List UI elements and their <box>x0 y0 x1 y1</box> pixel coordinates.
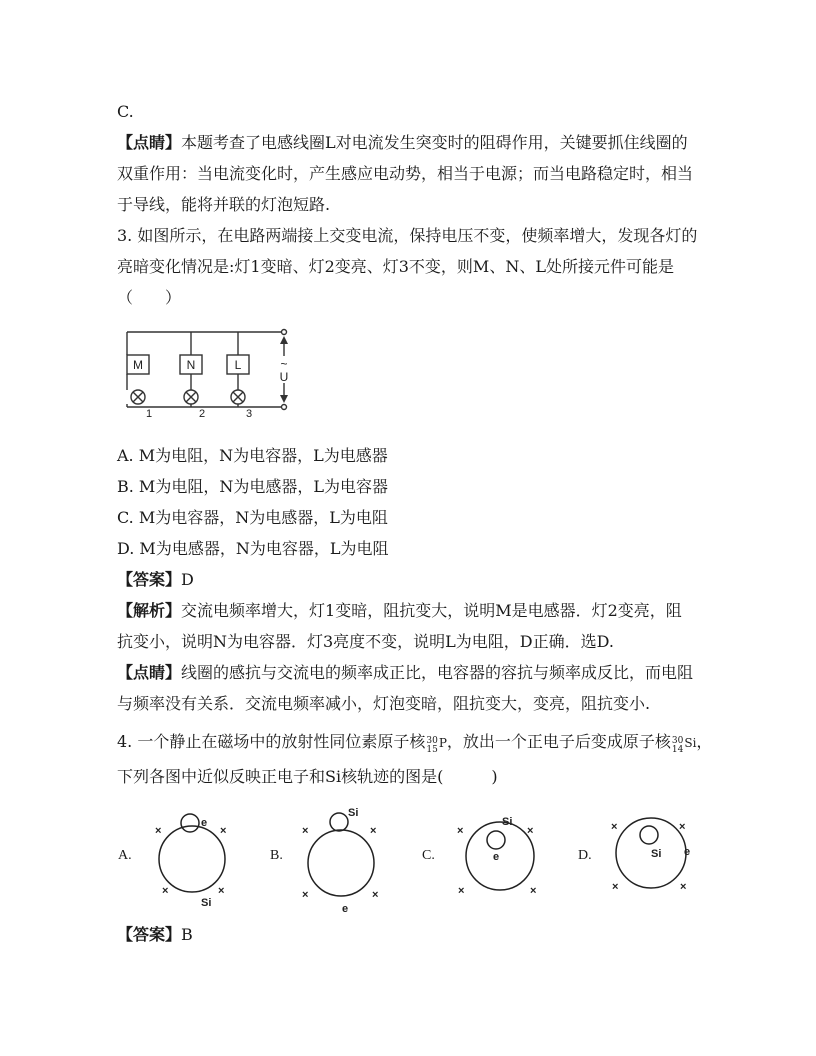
fig-a-cross: × <box>155 825 162 837</box>
q2-comment-line-2: 双重作用：当电流变化时，产生感应电动势，相当于电源；而当电路稳定时，相当 <box>117 164 694 183</box>
q3-stem-line-3: （ ） <box>117 288 182 307</box>
q4-stem-line-1 <box>117 731 712 755</box>
fig-b-small-orbit <box>330 813 348 831</box>
lamp-number-3: 3 <box>246 408 253 420</box>
q3-circuit-diagram <box>118 322 298 422</box>
fig-d-cross: × <box>612 881 619 893</box>
q2-comment-tag: 【点睛】 <box>117 133 182 152</box>
q4-option-label-d: D. <box>578 848 592 863</box>
q3-stem-line-2: 亮暗变化情况是:灯1变暗、灯2变亮、灯3不变，则M、N、L处所接元件可能是 <box>117 257 674 276</box>
q3-option-b: B. M为电阻，N为电感器，L为电容器 <box>117 477 388 496</box>
si-mass-number: 30 <box>671 736 684 746</box>
q4-trajectory-figures <box>0 800 816 920</box>
fig-a-e-label: e <box>201 817 208 829</box>
fig-b-large-orbit <box>308 830 374 896</box>
fig-c-small-orbit <box>487 831 505 849</box>
fig-d-cross: × <box>680 881 687 893</box>
fig-a-cross: × <box>162 885 169 897</box>
fig-b-cross: × <box>302 825 309 837</box>
q4-option-label-c: C. <box>422 848 435 863</box>
fig-c-si-label: Si <box>502 816 513 828</box>
q3-comment-tag: 【点睛】 <box>117 663 182 682</box>
q4-stem-part-c: ， <box>696 732 713 751</box>
q3-answer-tag: 【答案】 <box>117 570 182 589</box>
fig-d-cross: × <box>679 821 686 833</box>
fig-a-small-orbit <box>181 814 199 832</box>
q3-comment-line-1 <box>117 662 693 684</box>
q4-stem-line-2: 下列各图中近似反映正电子和Si核轨迹的图是( ) <box>117 767 498 786</box>
fig-a-cross: × <box>218 885 225 897</box>
fig-c-cross: × <box>458 885 465 897</box>
component-label-n: N <box>186 358 196 372</box>
q2-comment-line-3: 于导线，能将并联的灯泡短路. <box>117 195 331 214</box>
p-nuclide-numbers <box>426 737 437 755</box>
fig-b-cross: × <box>302 889 309 901</box>
fig-d-e-label: e <box>684 846 691 858</box>
p-atomic-number: 15 <box>426 745 438 755</box>
q3-analysis-line-1 <box>117 600 682 622</box>
q4-answer: B <box>181 925 193 944</box>
si-symbol: Si <box>684 736 697 750</box>
component-label-m: M <box>133 358 143 372</box>
fig-a-cross: × <box>220 825 227 837</box>
q3-comment-text-1: 线圈的感抗与交流电的频率成正比，电容器的容抗与频率成反比，而电阻 <box>181 663 694 682</box>
fig-c-cross: × <box>457 825 464 837</box>
fig-b-si-label: Si <box>348 807 359 819</box>
q4-option-label-b: B. <box>270 848 283 863</box>
q2-comment-line-1 <box>117 132 688 154</box>
fig-d-cross: × <box>611 821 618 833</box>
p-mass-number: 30 <box>426 736 438 746</box>
q4-option-label-a: A. <box>118 848 132 863</box>
fig-d-si-label: Si <box>651 848 662 860</box>
si-atomic-number: 14 <box>671 745 684 755</box>
component-label-l: L <box>234 358 242 372</box>
fig-c-cross: × <box>527 825 534 837</box>
q2-comment-text-1: 本题考查了电感线圈L对电流发生突变时的阻碍作用，关键要抓住线圈的 <box>181 133 688 152</box>
fig-a-si-label: Si <box>201 897 212 909</box>
fig-b-cross: × <box>372 889 379 901</box>
q4-answer-tag: 【答案】 <box>117 925 182 944</box>
fig-b-e-label: e <box>342 903 349 915</box>
q4-stem-part-b: ，放出一个正电子后变成原子核 <box>446 732 671 751</box>
q4-answer-line <box>117 924 193 946</box>
q2-answer-line: C. <box>117 102 134 121</box>
si-nuclide-numbers <box>672 737 683 755</box>
fig-d-small-orbit <box>640 826 658 844</box>
fig-b-cross: × <box>370 825 377 837</box>
q4-stem-part-a: 4. 一个静止在磁场中的放射性同位素原子核 <box>117 732 426 751</box>
p-symbol: P <box>438 736 447 750</box>
fig-c-e-label: e <box>493 851 500 863</box>
q3-analysis-tag: 【解析】 <box>117 601 182 620</box>
q3-option-a: A. M为电阻，N为电容器，L为电感器 <box>117 446 388 465</box>
fig-c-cross: × <box>530 885 537 897</box>
q3-analysis-text-1: 交流电频率增大，灯1变暗，阻抗变大，说明M是电感器．灯2变亮，阻 <box>181 601 682 620</box>
q3-answer-line <box>117 569 194 591</box>
source-label-u: U <box>279 370 289 384</box>
lamp-number-2: 2 <box>199 408 206 420</box>
lamp-number-1: 1 <box>146 408 153 420</box>
fig-a-large-orbit <box>159 826 225 892</box>
q3-stem-line-1: 3. 如图所示，在电路两端接上交变电流，保持电压不变，使频率增大，发现各灯的 <box>117 226 698 245</box>
q3-option-d: D. M为电感器，N为电容器，L为电阻 <box>117 539 389 558</box>
q3-answer: D <box>181 570 194 589</box>
source-tilde: ~ <box>280 357 288 371</box>
q3-option-c: C. M为电容器，N为电感器，L为电阻 <box>117 508 388 527</box>
q3-comment-line-2: 与频率没有关系．交流电频率减小，灯泡变暗，阻抗变大，变亮，阻抗变小. <box>117 694 651 713</box>
q3-analysis-line-2: 抗变小，说明N为电容器．灯3亮度不变，说明L为电阻，D正确．选D. <box>117 632 614 651</box>
